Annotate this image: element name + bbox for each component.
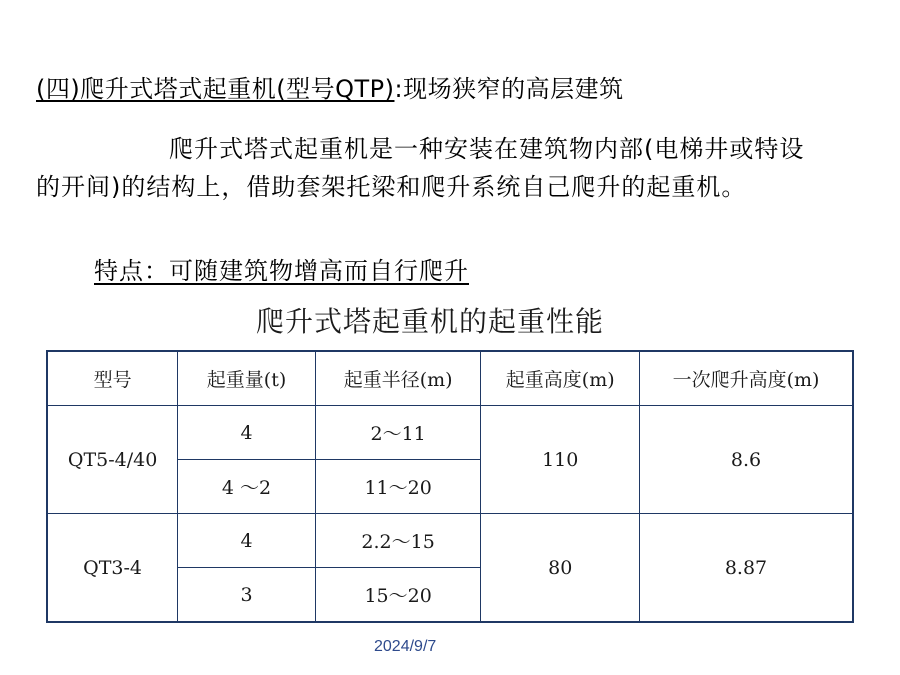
- header-model: 型号: [47, 351, 178, 406]
- section-heading-application: :现场狭窄的高层建筑: [394, 75, 624, 103]
- cell-climb: 8.87: [640, 514, 854, 623]
- cell-load: 4: [178, 406, 316, 460]
- cell-model: QT5-4/40: [47, 406, 178, 514]
- cell-load: 3: [178, 568, 316, 623]
- lifting-performance-table: [46, 350, 854, 623]
- header-radius: 起重半径(m): [315, 351, 481, 406]
- header-load: 起重量(t): [178, 351, 316, 406]
- section-heading: [36, 72, 624, 106]
- header-height: 起重高度(m): [481, 351, 640, 406]
- cell-model: QT3-4: [47, 514, 178, 623]
- cell-radius: 2～11: [315, 406, 481, 460]
- cell-height: 80: [481, 514, 640, 623]
- cell-climb: 8.6: [640, 406, 854, 514]
- section-heading-title: (四)爬升式塔式起重机(型号QTP): [36, 75, 395, 103]
- cell-radius: 2.2～15: [315, 514, 481, 568]
- cell-radius: 15～20: [315, 568, 481, 623]
- header-climb: 一次爬升高度(m): [640, 351, 854, 406]
- table-title: 爬升式塔起重机的起重性能: [255, 305, 604, 338]
- table-row: [47, 514, 853, 568]
- table-header-row: [47, 351, 853, 406]
- description-text: 爬升式塔式起重机是一种安装在建筑物内部(电梯井或特设的开间)的结构上，借助套架托梁和爬升系统自己爬升的起重机。: [36, 135, 805, 201]
- cell-load: 4: [178, 514, 316, 568]
- feature-line: 特点：可随建筑物增高而自行爬升: [94, 257, 469, 285]
- cell-height: 110: [481, 406, 640, 514]
- cell-radius: 11～20: [315, 460, 481, 514]
- table-row: [47, 406, 853, 460]
- description-paragraph: [36, 130, 826, 206]
- slide-date: 2024/9/7: [374, 638, 437, 655]
- cell-load: 4 ～2: [178, 460, 316, 514]
